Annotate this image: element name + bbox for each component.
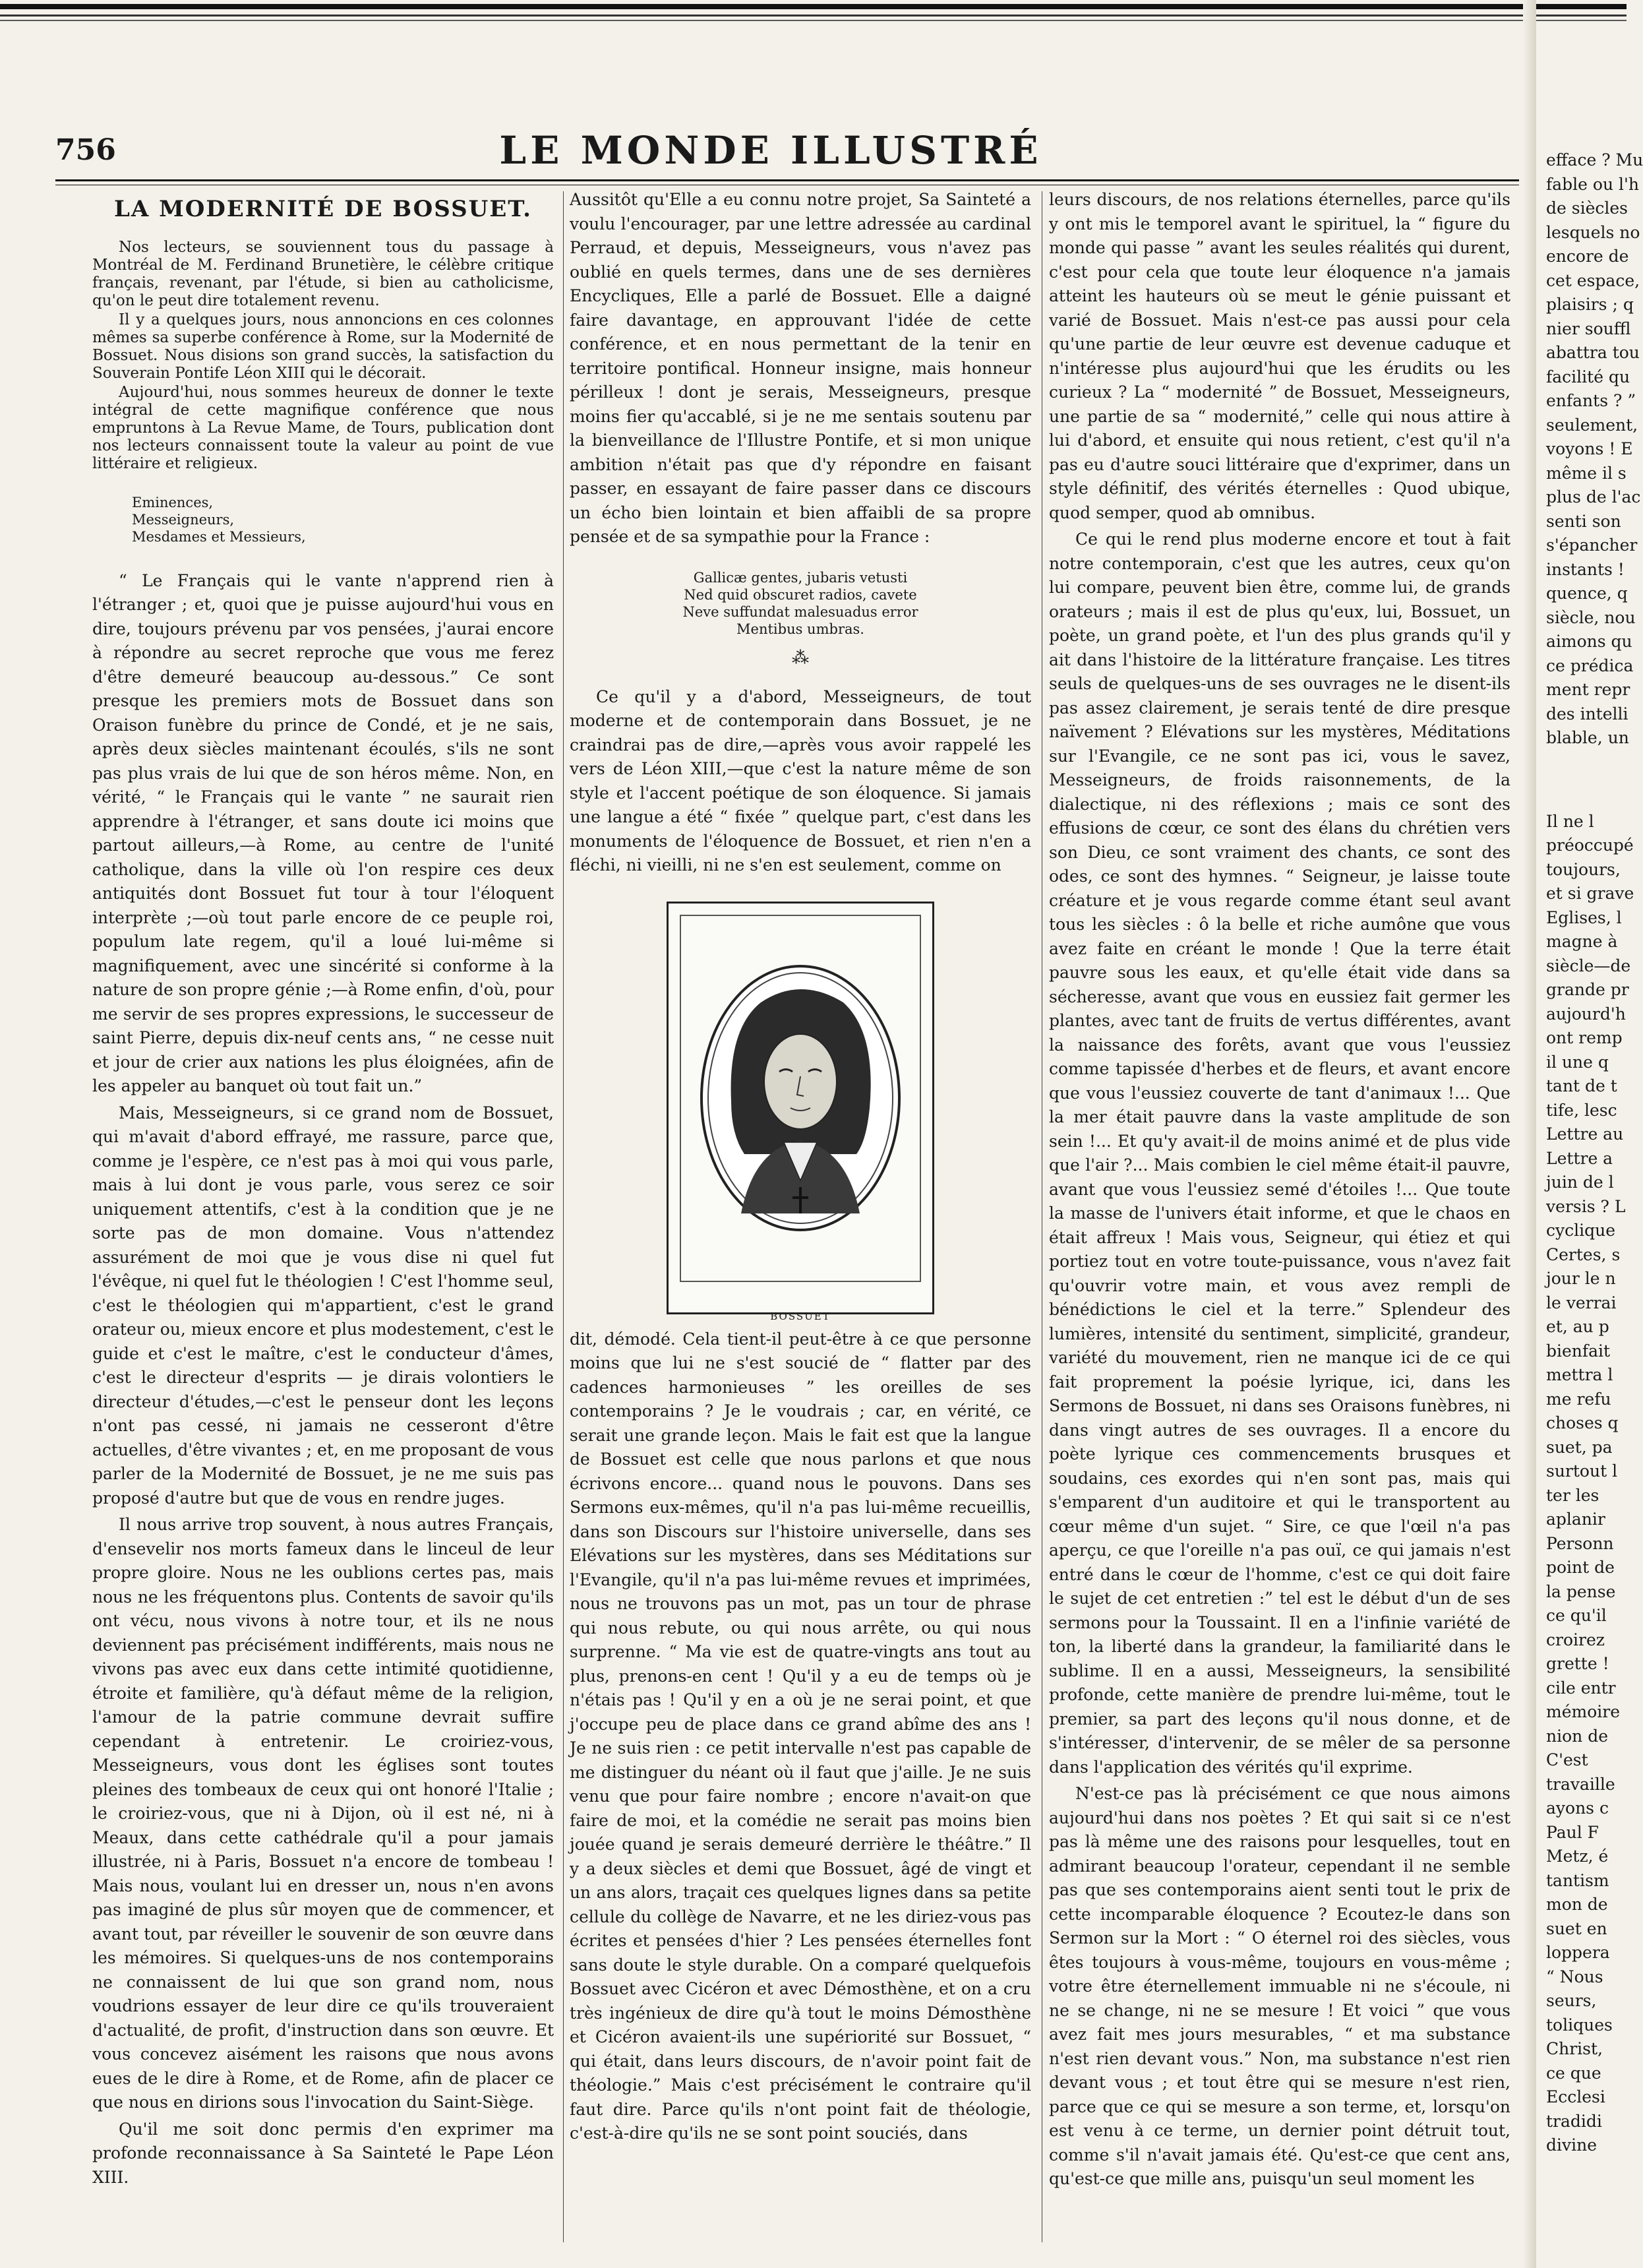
- fragment-line: bienfait: [1546, 1341, 1611, 1361]
- fragment-line: grande pr: [1546, 980, 1629, 999]
- fragment-line: siècle, nou: [1546, 607, 1636, 627]
- fragment-line: loppera: [1546, 1943, 1610, 1962]
- column-3: [1049, 188, 1510, 2194]
- fragment-line: il une q: [1546, 1052, 1609, 1072]
- fragment-line: tantism: [1546, 1870, 1609, 1890]
- fragment-line: divine: [1546, 2135, 1598, 2155]
- salutation-line: Messeigneurs,: [132, 511, 235, 528]
- fragment-line: lesquels no: [1546, 222, 1640, 242]
- bossuet-portrait: [667, 902, 934, 1322]
- latin-verse: [570, 569, 1031, 638]
- fragment-line: blable, un: [1546, 728, 1629, 747]
- fragment-line: facilité qu: [1546, 367, 1630, 386]
- fragment-line: mémoire: [1546, 1702, 1620, 1721]
- fragment-line: tradidi: [1546, 2111, 1602, 2131]
- section-asterism: ⁂: [792, 648, 809, 668]
- body-paragraph: Il nous arrive trop souvent, à nous autres Français, d'ensevelir nos morts fameux dans le linceul de leur propre gloire. Nous ne les oublions certes pas, mais nous ne les fréquentons plus. Contents de savoir qu'ils ont vécu, nous vivons à notre tour, et ils ne nous deviennent pas précisément indifférents, mais nous ne vivons pas avec eux dans cette intimité quotidienne, étroite et familière, qu'à défaut même de la religion, l'amour de la patrie commune devrait suffire cependant à entretenir. Le croiriez-vous, Messeigneurs, vous dont les églises sont toutes pleines des tombeaux de ceux qui ont honoré l'Italie ; le croiriez-vous, que ni à Dijon, où il est né, ni à Meaux, dans cette cathédrale qu'il a pour jamais illustrée, ni à Paris, Bossuet n'a encore de tombeau ! Mais nous, voulant lui en dresser un, nous n'en avons pas imaginé de plus sûr moyen que de commencer, et avant tout, par réveiller le souvenir de son œuvre dans les mémoires. Si quelques-uns de nos contemporains ne connaissent de lui que son grand nom, nous voudrions essayer de leur dire ce qu'ils trouveraient d'actualité, de profit, d'instruction dans son œuvre. Et vous concevez aisément les raisons que nous avons eues de le dire à Rome, et de Rome, afin de placer ce que nous en dirions sous l'invocation du Saint-Siège.: [92, 1515, 554, 2112]
- fragment-line: fable ou l'h: [1546, 174, 1639, 194]
- fragment-line: Metz, é: [1546, 1847, 1609, 1866]
- fragment-line: plaisirs ; q: [1546, 295, 1634, 314]
- fragment-line: me refu: [1546, 1389, 1611, 1409]
- fragment-line: ce qu'il: [1546, 1606, 1607, 1625]
- fragment-line: grette !: [1546, 1654, 1609, 1673]
- fragment-line: de siècles: [1546, 199, 1628, 218]
- fragment-line: Eglises, l: [1546, 907, 1622, 927]
- body-paragraph: Qu'il me soit donc permis d'en exprimer ma profonde reconnaissance à Sa Sainteté le Pape Léon XIII.: [92, 2119, 554, 2187]
- fragment-line: surtout l: [1546, 1461, 1618, 1481]
- fragment-line: travaille: [1546, 1774, 1615, 1794]
- fragment-line: Personn: [1546, 1533, 1614, 1553]
- salutation-line: Eminences,: [132, 494, 214, 510]
- body-paragraph: Mais, Messeigneurs, si ce grand nom de Bossuet, qui m'avait d'abord effrayé, me rassure, parce que, comme je l'espère, ce n'est pas à moi qui vous parle, mais à lui dont je vous parle, vous serez ce soir uniquement attentifs, c'est à la condition que je ne sorte pas de mon domaine. Vous n'attendez assurément de moi que je vous dise ni quel fut l'évêque, ni quel fut le théologien ! C'est l'homme seul, c'est le théologien qui m'appartient, c'est le grand orateur ou, mieux encore et plus modestement, c'est le guide et c'est le maître, c'est le conducteur d'âmes, c'est le directeur d'esprits — je dirais volontiers le directeur d'études,—c'est le penseur dont les leçons n'ont pas cessé, ni jamais ne cesseront d'être actuelles, d'être vivantes ; et, en me proposant de vous parler de la Modernité de Bossuet, je ne me suis pas proposé d'autre but que de vous en rendre juges.: [92, 1103, 554, 1508]
- fragment-line: mon de: [1546, 1895, 1608, 1914]
- fragment-line: point de: [1546, 1558, 1615, 1577]
- column-2: [570, 188, 1031, 2149]
- fragment-line: ont remp: [1546, 1028, 1623, 1047]
- top-rule-thin: [0, 20, 1627, 21]
- fragment-line: Il ne l: [1546, 811, 1594, 831]
- fragment-line: suet en: [1546, 1918, 1607, 1938]
- fragment-line: ter les: [1546, 1485, 1599, 1505]
- body-paragraph: dit, démodé. Cela tient-il peut-être à ce que personne moins que lui ne s'est soucié de “ flatter par des cadences harmonieuses ” les oreilles de ses contemporains ? Je le voudrais ; car, en vérité, ce serait une grande leçon. Mais le fait est que la langue de Bossuet est celle que nous parlons et que nous écrivons encore... quand nous le pouvons. Dans ses Sermons eux-mêmes, qu'il n'a pas lui-même recueillis, dans son Discours sur l'histoire universelle, dans ses Elévations sur les mystères, dans ses Méditations sur l'Evangile, qu'il n'a pas lui-même revues et imprimées, nous ne trouvons pas un mot, pas un tour de phrase qui nous rebute, ou qui nous arrête, ou qui nous surprenne. “ Ma vie est de quatre-vingts ans tout au plus, prenons-en cent ! Qu'il y a eu de temps où je n'étais pas ! Qu'il y en a où je ne serai point, et que j'occupe peu de place dans ce grand abîme des ans ! Je ne suis rien : ce petit intervalle n'est pas capable de me distinguer du néant où il faut que j'aille. Je ne suis venu que pour faire nombre ; encore n'avait-on que faire de moi, et la comédie ne serait pas moins bien jouée quand je serais demeuré derrière le théâtre.” Il y a deux siècles et demi que Bossuet, âgé de vingt et un ans alors, traçait ces quelques lignes dans sa petite cellule du collège de Navarre, et ne les diriez-vous pas écrites et pensées d'hier ? Les pensées éternelles font sans doute le style durable. On a comparé quelquefois Bossuet avec Cicéron et avec Démosthène, et on a cru très ingénieux de dire qu'à tout le moins Démosthène et Cicéron avaient-ils une supériorité sur Bossuet, “ qui était, dans leurs discours, de n'avoir point fait de théologie.” Mais c'est précisément le contraire qu'il faut dire. Parce qu'ils n'ont point fait de théologie, c'est-à-dire qu'ils ne se sont point souciés, dans: [570, 1329, 1031, 2143]
- article-title: LA MODERNITÉ DE BOSSUET.: [114, 196, 532, 222]
- fragment-line: tife, lesc: [1546, 1100, 1617, 1120]
- newspaper-page: [29, 99, 1512, 2255]
- column-rule: [563, 191, 564, 2242]
- fragment-line: aimons qu: [1546, 632, 1632, 651]
- fragment-line: tant de t: [1546, 1076, 1617, 1095]
- fragment-line: cyclique: [1546, 1221, 1616, 1240]
- verse-line: Mentibus umbras.: [736, 621, 864, 637]
- fragment-line: Lettre a: [1546, 1148, 1613, 1168]
- portrait-engraving-icon: [669, 904, 932, 1293]
- fragment-line: versis ? L: [1546, 1196, 1626, 1216]
- fragment-line: choses q: [1546, 1413, 1619, 1432]
- adjacent-column-fragment: [1546, 148, 1643, 2158]
- intro-paragraph: Il y a quelques jours, nous annoncions en ces colonnes mêmes sa superbe conférence à Rome, sur la Modernité de Bossuet. Nous disions son grand succès, la satisfaction du Souverain Pontife Léon XIII qui le décorait.: [92, 311, 554, 382]
- verse-line: Gallicæ gentes, jubaris vetusti: [693, 569, 908, 586]
- fragment-line: croirez: [1546, 1630, 1605, 1649]
- salutation-line: Mesdames et Messieurs,: [132, 528, 306, 545]
- salutation: [132, 494, 554, 545]
- fragment-line: juin de l: [1546, 1173, 1614, 1192]
- fragment-line: ayons c: [1546, 1798, 1609, 1818]
- masthead: [29, 119, 1512, 171]
- fragment-line: “ Nous: [1546, 1967, 1603, 1986]
- fragment-line: nion de: [1546, 1726, 1608, 1746]
- fragment-line: siècle—de: [1546, 956, 1631, 975]
- fragment-line: mettra l: [1546, 1365, 1613, 1384]
- fragment-line: Ecclesi: [1546, 2087, 1605, 2106]
- top-rule-thick: [0, 4, 1627, 9]
- top-rule-medium: [0, 15, 1627, 16]
- fragment-line: s'épancher: [1546, 536, 1638, 555]
- verse-line: Ned quid obscuret radios, cavete: [684, 586, 917, 603]
- fragment-line: quence, q: [1546, 584, 1628, 603]
- fragment-line: et, au p: [1546, 1317, 1609, 1336]
- fragment-line: aplanir: [1546, 1510, 1605, 1529]
- fragment-line: des intelli: [1546, 704, 1628, 723]
- body-paragraph: Ce qu'il y a d'abord, Messeigneurs, de tout moderne et de contemporain dans Bossuet, je ne craindrai pas de dire,—après vous avoir rappelé les vers de Léon XIII,—que c'est la nature même de son style et l'accent poétique de son éloquence. Si jamais une langue a été “ fixée ” quelque part, c'est dans les monuments de l'éloquence de Bossuet, et rien n'en a fléchi, ni vieilli, ni ne s'en est seulement, comme on: [570, 687, 1031, 874]
- body-paragraph: Ce qui le rend plus moderne encore et tout à fait notre contemporain, c'est que les autres, ceux qu'on lui compare, peuvent bien être, comme lui, de grands orateurs ; mais il est de plus qu'eux, lui, Bossuet, un poète, un grand poète, et l'un des plus grands qu'il y ait dans l'histoire de la littérature française. Les titres seuls de quelques-uns de ses ouvrages ne le disent-ils pas assez clairement, je serais tenté de dire presque naïvement ? Elévations sur les mystères, Méditations sur l'Evangile, ce ne sont pas ici, vous le savez, Messeigneurs, de froids raisonnements, de la dialectique, ni des réflexions ; mais ce sont des effusions de cœur, ce sont des élans du chrétien vers son Dieu, ce sont vraiment des chants, ce sont des odes, ce sont des hymnes. “ Seigneur, je laisse toute créature et je vous regarde comme étant seul avant tous les siècles : ô la belle et riche aumône que vous avez faite en créant le monde ! Que la terre était pauvre sous les eaux, et qu'elle était vide dans sa sécheresse, avant que vous en eussiez fait germer les plantes, avec tant de fruits de vertus différentes, avant la naissance des forêts, avant que vous l'eussiez comme tapissée d'herbes et de fleurs, et avant encore que vous l'eussiez couverte de tant d'animaux !... Que la mer était pauvre dans la vaste amplitude de son sein !... Et qu'y avait-il de moins animé et de plus vide que l'air ?... Mais combien le ciel même était-il pauvre, avant que vous l'eussiez semé d'étoiles !... Que toute la masse de l'univers était informe, et que le chaos en était affreux ! Mais vous, Seigneur, qui étiez et qui portiez tout en votre toute-puissance, vous n'avez fait qu'ouvrir votre main, et vous avez rempli de bénédictions le ciel et la terre.” Splendeur des lumières, intensité du sentiment, simplicité, grandeur, variété du mouvement, rien ne manque ici de ce qui fait proprement la poésie lyrique, ici, dans les Sermons de Bossuet, ni dans ses Oraisons funèbres, ni dans vingt autres de ses ouvrages. Il a encore du poète lyrique ces commencements brusques et soudains, ces exordes qui n'en sont pas, mais qui s'emparent d'un auditoire et qui le transportent au cœur même d'un sujet. “ Sire, ce que l'œil n'a pas aperçu, ce que l'oreille n'a pas ouï, ce qui jamais n'est entré dans le cœur de l'homme, c'est ce qui doit faire le sujet de cet entretien :” tel est le début d'un de ses sermons pour la Toussaint. Il en a l'infinie variété de ton, la liberté dans la grandeur, la familiarité dans le sublime. Il en a aussi, Messeigneurs, la sensibilité profonde, cette manière de prendre lui-même, tout le premier, sa part des leçons qu'il nous donne, et de s'intéresser, d'intervenir, de se mêler de sa personne dans l'application des vérités qu'il exprime.: [1049, 530, 1510, 1777]
- fragment-line: Paul F: [1546, 1822, 1599, 1842]
- fragment-line: enfants ? ”: [1546, 391, 1636, 410]
- body-paragraph: leurs discours, de nos relations éternelles, parce qu'ils y ont mis le temporel avant le spirituel, la “ figure du monde qui passe ” avant les seules réalités qui durent, c'est pour cela que toute leur éloquence n'a jamais atteint les hauteurs où se meut le génie puissant et varié de Bossuet. Mais n'est-ce pas aussi pour cela qu'une partie de leur œuvre est devenue caduque et n'intéresse plus aujourd'hui que les érudits ou les curieux ? La “ modernité ” de Bossuet, Messeigneurs, une partie de sa “ modernité,” celle qui nous attire à lui d'abord, et ensuite qui nous retient, c'est qu'il n'a pas eu d'autre souci littéraire que d'exprimer, dans un style définitif, des vérités éternelles : Quod ubique, quod semper, quod ab omnibus.: [1049, 190, 1510, 522]
- fragment-line: senti son: [1546, 511, 1621, 531]
- fragment-line: jour le n: [1546, 1269, 1616, 1288]
- masthead-rule: [55, 179, 1519, 181]
- intro-paragraph: Aujourd'hui, nous sommes heureux de donner le texte intégral de cette magnifique conférence que nous empruntons à La Revue Mame, de Tours, publication dont nos lecteurs connaissent toute la valeur au point de vue littéraire et religieux.: [92, 383, 554, 472]
- fragment-line: aujourd'h: [1546, 1004, 1626, 1024]
- fragment-line: cet espace,: [1546, 270, 1640, 290]
- fragment-line: ce que: [1546, 2063, 1601, 2083]
- body-paragraph: N'est-ce pas là précisément ce que nous aimons aujourd'hui dans nos poètes ? Et qui sait si ce n'est pas là même une des raisons pour lesquelles, tout en admirant beaucoup l'orateur, cependant il ne semble pas que ses contemporains aient senti tout le prix de cette incomparable éloquence ? Ecoutez-le dans son Sermon sur la Mort : “ O éternel roi des siècles, vous êtes toujours à vous-même, toujours en vous-même ; votre être éternellement immuable ni ne s'écoule, ni ne se change, ni ne se mesure ! Et voici ” que vous avez fait mes jours mesurables, “ et ma substance n'est rien devant vous.” Non, ma substance n'est rien devant vous ; et tout être qui se mesure n'est rien, parce que ce qui se mesure a son terme, et, lorsqu'on est venu à ce terme, un dernier point détruit tout, comme s'il n'avait jamais été. Qu'est-ce que cent ans, qu'est-ce que mille ans, puisqu'un seul moment les: [1049, 1784, 1510, 2188]
- fragment-line: seulement,: [1546, 415, 1638, 435]
- fragment-line: nier souffl: [1546, 319, 1631, 338]
- journal-title: LE MONDE ILLUSTRÉ: [499, 128, 1042, 173]
- body-paragraph: “ Le Français qui le vante n'apprend rien à l'étranger ; et, quoi que je puisse aujourd'hui vous en dire, toujours prévenu par vos pensées, j'aurai encore à répondre au secret reproche que vous me ferez d'être demeuré beaucoup au-dessous.” Ce sont presque les premiers mots de Bossuet dans son Oraison funèbre du prince de Condé, et je ne sais, après deux siècles maintenant écoulés, s'ils ne sont pas plus vrais de lui que de son héros même. Non, en vérité, “ le Français qui le vante ” ne saurait rien apprendre à l'étranger, et sans doute ici moins que partout ailleurs,—à Rome, au centre de l'unité catholique, dans la ville où l'on respire ces deux antiquités dont Bossuet fut tour à tour l'éloquent interprète ;—où tout parle encore de ce peuple roi, populum late regem, qu'il a loué lui-même si magnifiquement, avec une sincérité si conforme à la nature de son propre génie ;—à Rome enfin, d'où, pour me servir de ses propres expressions, le successeur de saint Pierre, depuis dix-neuf cents ans, “ ne cesse nuit et jour de crier aux nations les plus éloignées, afin de les appeler au banquet où tout fait un.”: [92, 570, 554, 1095]
- fragment-gap: [1546, 751, 1627, 810]
- fragment-line: Christ,: [1546, 2039, 1603, 2058]
- fragment-line: encore de: [1546, 247, 1629, 266]
- fragment-line: abattra tou: [1546, 343, 1640, 362]
- fragment-line: Lettre au: [1546, 1124, 1624, 1144]
- fragment-line: cile entr: [1546, 1678, 1616, 1698]
- fragment-line: efface ? Mu: [1546, 150, 1643, 169]
- fragment-line: le verrai: [1546, 1293, 1617, 1312]
- fragment-line: ment repr: [1546, 680, 1630, 699]
- top-border-rules: [0, 0, 1627, 26]
- page-number: 756: [55, 133, 116, 167]
- fragment-line: voyons ! E: [1546, 439, 1633, 458]
- fragment-line: préoccupé: [1546, 836, 1634, 855]
- fragment-line: suet, pa: [1546, 1437, 1613, 1457]
- column-1: [92, 188, 554, 2192]
- fragment-line: la pense: [1546, 1581, 1616, 1601]
- fragment-line: toliques: [1546, 2015, 1613, 2035]
- fragment-line: ce prédica: [1546, 656, 1634, 675]
- fragment-line: et si grave: [1546, 884, 1634, 903]
- verse-line: Neve suffundat malesuadus error: [682, 603, 918, 620]
- fragment-line: magne à: [1546, 932, 1618, 951]
- fragment-line: plus de l'ac: [1546, 487, 1641, 506]
- page-fold-shadow: [1523, 0, 1536, 2268]
- portrait-caption: BOSSUET: [770, 1310, 831, 1322]
- body-paragraph: Aussitôt qu'Elle a eu connu notre projet, Sa Sainteté a voulu l'encourager, par une lettre adressée au cardinal Perraud, et depuis, Messeigneurs, vous n'avez pas oublié en quels termes, dans une de ses dernières Encycliques, Elle a parlé de Bossuet. Elle a daigné faire davantage, en approuvant l'idée de cette conférence, et en nous permettant de la tenir en territoire pontifical. Honneur insigne, mais honneur périlleux ! dont je serais, Messeigneurs, presque moins fier qu'accablé, si je ne me sentais soutenu par la bienveillance de l'Illustre Pontife, et si mon unique ambition n'était pas que d'y répondre en faisant passer, en essayant de faire passer dans ce discours un écho bien lointain et bien affaibli de sa propre pensée et de sa sympathie pour la France :: [570, 190, 1031, 546]
- fragment-line: seurs,: [1546, 1991, 1597, 2010]
- fragment-line: même il s: [1546, 463, 1627, 483]
- fragment-line: instants !: [1546, 559, 1625, 579]
- fragment-line: C'est: [1546, 1750, 1588, 1769]
- fragment-line: Certes, s: [1546, 1244, 1621, 1264]
- fragment-line: toujours,: [1546, 859, 1621, 879]
- article-intro: [92, 239, 554, 473]
- intro-paragraph: Nos lecteurs, se souviennent tous du passage à Montréal de M. Ferdinand Brunetière, le célèbre critique français, revenant, par l'étude, si bien au catholicisme, qu'on le peut dire totalement revenu.: [92, 238, 554, 309]
